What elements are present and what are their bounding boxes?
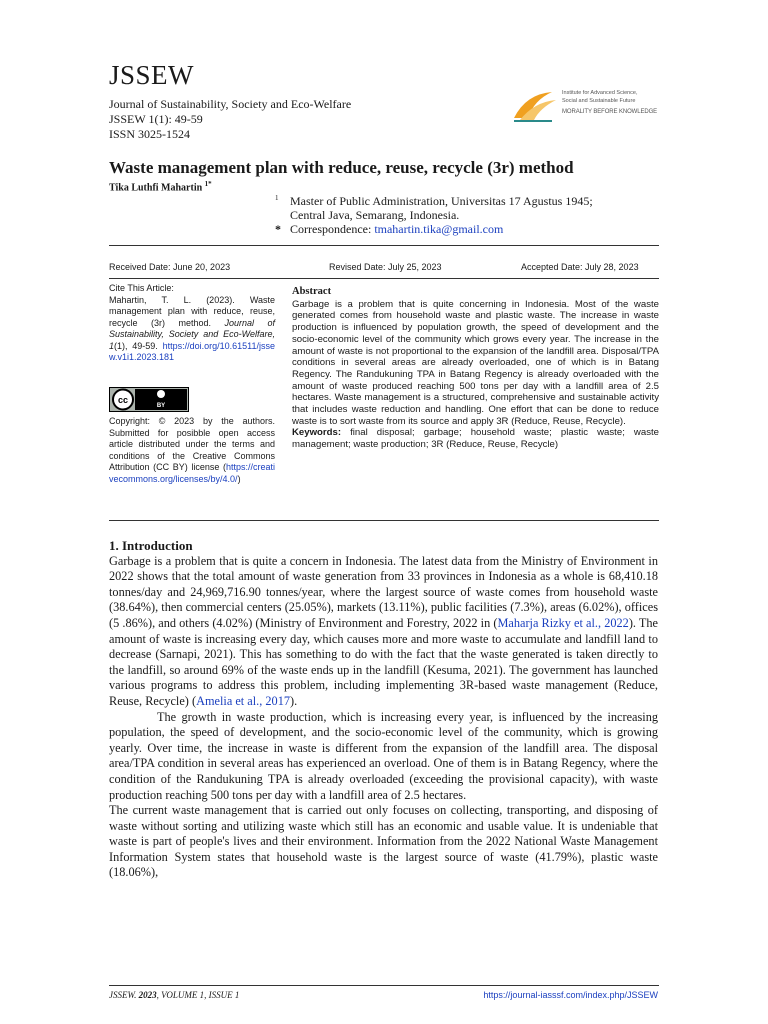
abstract-text: Garbage is a problem that is quite concerning in Indonesia. Most of the waste generated comes from household waste and plastic waste. The increase in waste production is influenced by population growth, the speed of development and the socio-economic level of the community which grows every year. The increase in the amount of waste is not proportional to the expansion of the landfill area. Disposal/TPA conditions in several areas are already overloaded, one of which is in Batang Regency. The Randukuning TPA in Batang Regency is already overloaded with the amount of waste produced reaching 500 tons per day with a landfill area of 2.5 hectares. Waste management is a structured, comprehensive and sustainable activity that includes waste reduction and handling. One effort that can be done to reduce waste is to sort waste from its source and apply 3R (Reduce, Reuse, Recycle).: [292, 298, 659, 427]
intro-paragraph-1: [109, 554, 658, 710]
intro-p1-part-a: Garbage is a problem that is quite a concern in Indonesia. The latest data from the Ministry of Environment in 2022 shows that the total amount of waste generation from 33 provinces in Indonesia as a whole is 68,410.18 tonnes/day and 24,969,716.90 tonnes/year, where the largest source of waste comes from household waste (38.64%), then commercial centers (25.05%), markets (13.11%), public facilities (7.3%), areas (6.02%), offices (5 .86%), and others (4.02%) (Ministry of Environment and Forestry, 2022 in (: [109, 553, 658, 630]
copyright-statement: Copyright: © 2023 by the authors. Submitted for posibble open access article distributed under the terms and conditions of the Creative Commons Attribution (CC BY) license (: [109, 416, 275, 472]
cite-authors-title: Mahartin, T. L. (2023). Waste management plan with reduce, reuse, recycle (3r) method.: [109, 294, 275, 328]
logo-line-2: Social and Sustainable Future: [562, 98, 636, 104]
logo-tagline: MORALITY BEFORE KNOWLEDGE: [562, 109, 658, 115]
abstract-divider: [109, 520, 659, 521]
introduction-heading: 1. Introduction: [109, 538, 193, 553]
intro-p1-part-c: ).: [290, 693, 298, 708]
footer-divider: [109, 985, 659, 986]
copyright-close: ): [237, 473, 241, 484]
license-link[interactable]: https://creativecommons.org/licenses/by/4.0/: [109, 462, 275, 484]
abstract-block: [292, 286, 659, 451]
institute-logo: [512, 86, 662, 126]
cite-issue-pages: (1), 49-59.: [114, 340, 158, 351]
by-icon-label: BY: [156, 403, 166, 409]
introduction-section: [109, 538, 658, 881]
correspondence-label: Correspondence:: [290, 222, 372, 236]
cite-volume: 1: [109, 340, 115, 351]
affiliation-text-2: Central Java, Semarang, Indonesia.: [290, 208, 460, 222]
affiliation-text-1: Master of Public Administration, Universitas 17 Agustus 1945;: [290, 194, 593, 208]
author-name-text: Tika Luthfi Mahartin: [109, 182, 203, 194]
revised-date: Revised Date: July 25, 2023: [329, 262, 442, 272]
author-name: [109, 180, 212, 193]
cc-by-license-badge[interactable]: [109, 387, 189, 412]
journal-abbreviation: JSSEW: [109, 60, 195, 90]
journal-name: Journal of Sustainability, Society and Eco-Welfare: [109, 97, 352, 111]
logo-line-1: Institute for Advanced Science,: [562, 90, 638, 96]
correspondence-email-link[interactable]: tmahartin.tika@gmail.com: [374, 222, 504, 236]
keywords: [292, 427, 659, 450]
citation-maharja-link[interactable]: Maharja Rizky et al., 2022: [497, 615, 629, 630]
intro-p1-part-b: ). The amount of waste is increasing every day, which causes more and more waste to accumulate and landfill land to decrease (Sarnapi, 2021). This has something to do with the fact that the waste generated is taken directly to the landfill, so around 69% of the waste ends up in the landfill (Kesuma, 2021). The government has launched various programs to address this problem, including implementing 3R-based waste management (Reduce, Reuse, Recycle) (: [109, 615, 659, 708]
abstract-heading: Abstract: [292, 286, 332, 297]
affiliation-mark: 1: [275, 194, 279, 202]
correspondence-mark: *: [275, 222, 281, 236]
doi-link[interactable]: https://doi.org/10.61511/jssew.v1i1.2023.181: [109, 340, 275, 362]
dates-divider: [109, 278, 659, 279]
by-person-icon: [157, 390, 165, 398]
correspondence: [275, 222, 665, 238]
footer-year: 2023: [138, 990, 157, 1000]
institute-logo-icon: [512, 88, 558, 124]
cite-journal: Journal of Sustainability, Society and Eco-Welfare,: [109, 317, 275, 339]
received-date: Received Date: June 20, 2023: [109, 262, 231, 272]
footer-journal: JSSEW.: [109, 990, 137, 1000]
footer-volume: , VOLUME 1, ISSUE 1: [156, 990, 240, 1000]
cite-text: [109, 295, 275, 364]
cc-icon: cc: [117, 395, 129, 405]
header-divider: [109, 245, 659, 246]
copyright-text: [109, 416, 275, 485]
author-superscript: 1*: [204, 180, 212, 188]
intro-paragraph-3: The current waste management that is carried out only focuses on collecting, transporting, and disposing of waste without sorting and utilizing waste which still has an economic and usable value. It is undeniable that waste is part of people's lives and their environment. Information from the 2022 National Waste Management Information System states that household waste is the largest source of waste (41.79%), plastic waste (18.06%),: [109, 803, 658, 880]
accepted-date: Accepted Date: July 28, 2023: [521, 262, 639, 272]
keywords-label: Keywords:: [292, 427, 342, 439]
copyright-block: [109, 416, 275, 485]
keywords-text: final disposal; garbage; household waste; plastic waste; waste management; waste production; 3R (Reduce, Reuse, Recycle): [292, 427, 659, 451]
journal-issn: ISSN 3025-1524: [109, 127, 191, 141]
footer-journal-url-link[interactable]: https://journal-iasssf.com/index.php/JSSEW: [483, 990, 658, 1000]
journal-volume-pages: JSSEW 1(1): 49-59: [109, 112, 203, 126]
cite-label: Cite This Article:: [109, 283, 174, 293]
correspondence-text: [290, 222, 503, 237]
footer-journal-info: [109, 990, 239, 1000]
intro-paragraph-2: The growth in waste production, which is increasing every year, is influenced by the increasing population, the speed of development, and the socio-economic level of the community, which is growing yearly. Over time, the increase in waste is different from the expansion of the landfill area. The disposal area/TPA condition in several areas has experienced an overload. One of them is in Batang Regency, where the condition of the Randukuning TPA is already overloaded (exceeding the provisional capacity), with waste production reaching 500 tons per day with a landfill area of 2.5 hectares.: [109, 709, 658, 802]
article-title: Waste management plan with reduce, reuse, recycle (3r) method: [109, 158, 574, 177]
cite-block: [109, 283, 275, 364]
citation-amelia-link[interactable]: Amelia et al., 2017: [196, 693, 290, 708]
